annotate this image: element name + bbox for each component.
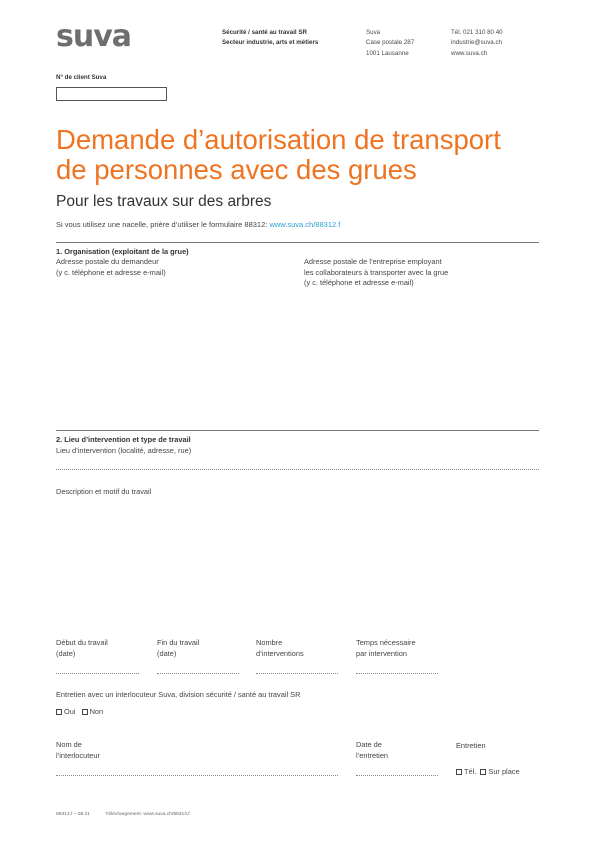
contact-name-field[interactable] bbox=[56, 775, 338, 776]
applicant-address-field[interactable] bbox=[56, 290, 296, 420]
employer-address-label-line2: les collaborateurs à transporter avec la grue bbox=[304, 267, 449, 277]
employer-address-label-line1: Adresse postale de l’entreprise employant bbox=[304, 257, 442, 266]
start-date-label bbox=[56, 638, 108, 659]
phone-checkbox[interactable] bbox=[456, 769, 462, 775]
onsite-checkbox[interactable] bbox=[480, 769, 486, 775]
header-address-line3: 1001 Lausanne bbox=[366, 49, 409, 57]
interview-date-label bbox=[356, 740, 388, 761]
section2-rule bbox=[56, 430, 539, 431]
page-title-line1: Demande d’autorisation de transport bbox=[56, 124, 501, 155]
page-title bbox=[56, 125, 556, 185]
applicant-address-label-line2: (y c. téléphone et adresse e-mail) bbox=[56, 267, 166, 277]
header-address-line2: Case postale 287 bbox=[366, 39, 415, 47]
header-email[interactable]: industrie@suva.ch bbox=[451, 39, 502, 47]
header-address-line1: Suva bbox=[366, 29, 381, 36]
no-checkbox[interactable] bbox=[82, 709, 88, 715]
interventions-count-label bbox=[256, 638, 304, 659]
phone-label: Tél. bbox=[464, 767, 477, 776]
location-field[interactable] bbox=[56, 469, 539, 470]
header-contact bbox=[451, 28, 503, 59]
description-field[interactable] bbox=[56, 500, 539, 630]
page-title-line2: de personnes avec des grues bbox=[56, 154, 417, 185]
no-label: Non bbox=[89, 707, 104, 716]
header-phone: Tél. 021 310 80 40 bbox=[451, 29, 503, 36]
interview-options bbox=[56, 707, 103, 716]
download-note: Téléchargement: www.suva.ch/88313.f bbox=[105, 812, 190, 817]
employer-address-label bbox=[304, 257, 448, 289]
header-org-line2: Secteur industrie, arts et métiers bbox=[222, 39, 319, 47]
header-website[interactable]: www.suva.ch bbox=[451, 49, 488, 57]
end-date-label-line1: Fin du travail bbox=[157, 638, 200, 647]
start-date-label-line1: Début du travail bbox=[56, 638, 108, 647]
interview-mode-label: Entretien bbox=[456, 741, 486, 750]
section1-rule bbox=[56, 242, 539, 243]
interview-label: Entretien avec un interlocuteur Suva, division sécurité / santé au travail SR bbox=[56, 690, 301, 699]
footer bbox=[56, 812, 190, 817]
header-org bbox=[222, 28, 318, 49]
time-per-intervention-label-line1: Temps nécessaire bbox=[356, 638, 416, 647]
client-number-label: N° de client Suva bbox=[56, 74, 107, 81]
interview-date-label-line1: Date de bbox=[356, 740, 382, 749]
location-label: Lieu d’intervention (localité, adresse, rue) bbox=[56, 446, 192, 455]
start-date-field[interactable] bbox=[56, 673, 139, 674]
time-per-intervention-label bbox=[356, 638, 416, 659]
start-date-label-line2: (date) bbox=[56, 648, 76, 658]
employer-address-label-line3: (y c. téléphone et adresse e-mail) bbox=[304, 278, 414, 288]
interview-date-label-line2: l’entretien bbox=[356, 750, 389, 760]
onsite-label: Sur place bbox=[488, 767, 520, 776]
contact-name-label-line2: l’interlocuteur bbox=[56, 750, 100, 760]
employer-address-field[interactable] bbox=[304, 300, 539, 420]
end-date-field[interactable] bbox=[157, 673, 239, 674]
interview-mode-options bbox=[456, 767, 520, 776]
section1-heading: 1. Organisation (exploitant de la grue) bbox=[56, 247, 189, 256]
yes-checkbox[interactable] bbox=[56, 709, 62, 715]
page-subtitle: Pour les travaux sur des arbres bbox=[56, 193, 272, 210]
header-address bbox=[366, 28, 414, 59]
client-number-field[interactable] bbox=[56, 87, 167, 101]
header-org-line1: Sécurité / santé au travail SR bbox=[222, 29, 307, 36]
suva-logo: suva bbox=[56, 19, 132, 54]
contact-name-label-line1: Nom de bbox=[56, 740, 82, 749]
time-per-intervention-field[interactable] bbox=[356, 673, 438, 674]
interview-date-field[interactable] bbox=[356, 775, 438, 776]
nacelle-note bbox=[56, 220, 340, 229]
description-label: Description et motif du travail bbox=[56, 487, 152, 496]
interventions-count-field[interactable] bbox=[256, 673, 338, 674]
applicant-address-label-line1: Adresse postale du demandeur bbox=[56, 257, 159, 266]
time-per-intervention-label-line2: par intervention bbox=[356, 648, 407, 658]
end-date-label-line2: (date) bbox=[157, 648, 177, 658]
applicant-address-label bbox=[56, 257, 166, 278]
form-88312-link[interactable]: www.suva.ch/88312.f bbox=[269, 220, 341, 229]
contact-name-label bbox=[56, 740, 100, 761]
yes-label: Oui bbox=[64, 707, 76, 716]
nacelle-note-text: Si vous utilisez une nacelle, prière d’utiliser le formulaire 88312: bbox=[56, 220, 270, 229]
interventions-count-label-line2: d’interventions bbox=[256, 648, 304, 658]
form-code: 88313.f – 08.21 bbox=[56, 812, 90, 817]
interventions-count-label-line1: Nombre bbox=[256, 638, 283, 647]
section2-heading: 2. Lieu d’intervention et type de travail bbox=[56, 435, 191, 444]
end-date-label bbox=[157, 638, 199, 659]
